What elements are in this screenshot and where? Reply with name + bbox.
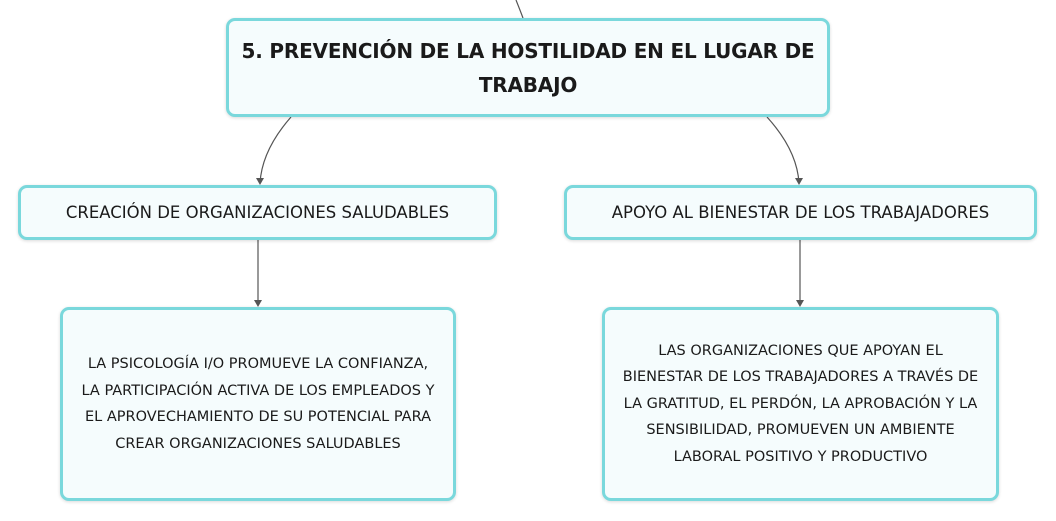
subtopic-node-healthy-organizations[interactable] [18, 185, 497, 240]
connector-arrowhead [796, 300, 804, 307]
subtopic-title: APOYO AL BIENESTAR DE LOS TRABAJADORES [611, 203, 990, 222]
root-topic-node[interactable] [226, 18, 830, 117]
detail-text: LAS ORGANIZACIONES QUE APOYAN EL BIENESTAR DE LOS TRABAJADORES A TRAVÉS DE LA GRATITUD, EL PERDÓN, LA APROBACIÓN Y LA SENSIBILIDAD, PROMUEVEN UN AMBIENTE LABORAL POSITIVO Y PRODUCTIVO [622, 342, 979, 465]
connector-from-parent [516, 0, 523, 18]
detail-node-worker-wellbeing[interactable] [602, 307, 999, 501]
detail-node-healthy-organizations[interactable] [60, 307, 456, 501]
connector-root-to-right [767, 117, 799, 183]
connector-arrowhead [254, 300, 262, 307]
subtopic-title: CREACIÓN DE ORGANIZACIONES SALUDABLES [65, 203, 450, 222]
connector-root-to-left [260, 117, 291, 183]
connector-arrowhead [795, 178, 803, 185]
detail-text: LA PSICOLOGÍA I/O PROMUEVE LA CONFIANZA, LA PARTICIPACIÓN ACTIVA DE LOS EMPLEADOS Y EL APROVECHAMIENTO DE SU POTENCIAL PARA CREAR ORGANIZACIONES SALUDABLES [81, 356, 435, 452]
subtopic-node-worker-wellbeing[interactable] [564, 185, 1037, 240]
root-topic-title: 5. PREVENCIÓN DE LA HOSTILIDAD EN EL LUGAR DE TRABAJO [241, 38, 815, 97]
connector-arrowhead [256, 178, 264, 185]
